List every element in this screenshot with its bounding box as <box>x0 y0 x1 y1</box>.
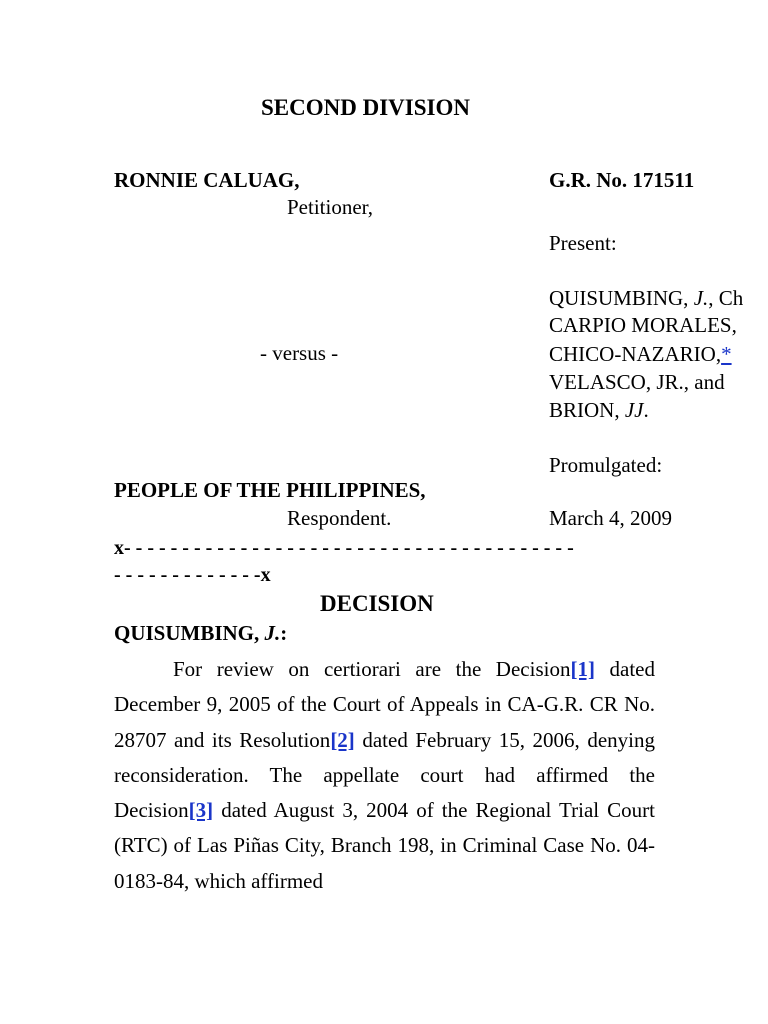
body-text: dated February 15, 2006, denying reconsideration. The appellate court had affirmed the Decision <box>114 727 655 823</box>
division-heading: SECOND DIVISION <box>261 95 470 120</box>
petitioner-role: Petitioner, <box>287 195 374 219</box>
promulgated-label: Promulgated: <box>549 453 663 477</box>
footnote-link-asterisk[interactable]: * <box>721 342 732 366</box>
ponente-title: J. <box>264 621 281 645</box>
promulgation-date: March 4, 2009 <box>549 506 673 530</box>
bench-member-name: QUISUMBING, <box>549 286 694 310</box>
case-number: G.R. No. 171511 <box>549 168 695 192</box>
bench-member-title: J. <box>693 286 709 310</box>
bench-member <box>549 372 725 393</box>
bench-member-name: CARPIO MORALES, <box>549 313 737 337</box>
separator-line: - - - - - - - - - - - - -x <box>114 564 271 586</box>
bench-member-suffix: . <box>643 398 649 422</box>
versus-label: - versus - <box>260 341 339 365</box>
footnote-link-3[interactable]: [3] <box>188 798 214 823</box>
present-label: Present: <box>549 231 617 255</box>
footnote-link-2[interactable]: [2] <box>330 727 355 752</box>
body-text: For review on certiorari are the Decision <box>173 657 571 681</box>
bench-member-name: CHICO-NAZARIO, <box>549 342 722 366</box>
body-text: dated August 3, 2004 of the Regional Trial Court (RTC) of Las Piñas City, Branch 198, in Criminal Case No. 04-0183-84, which affirmed <box>114 798 655 893</box>
separator-line: x- - - - - - - - - - - - - - - - - - - - - - - - - - - - - - - - - - - - - - - <box>114 537 574 559</box>
bench-member-name: VELASCO, JR., and <box>549 370 725 394</box>
ponente-line <box>114 623 287 644</box>
footnote-link-1[interactable]: [1] <box>570 657 595 681</box>
bench-member-title: JJ <box>624 398 644 422</box>
bench-member-suffix: , Ch <box>708 286 744 310</box>
body-text: dated December 9, 2005 of the Court of Appeals in CA-G.R. CR No. 28707 and its Resolution <box>114 657 655 752</box>
ponente-suffix: : <box>280 621 288 645</box>
respondent-role: Respondent. <box>287 506 392 530</box>
bench-member <box>549 344 732 365</box>
body-paragraph <box>114 652 655 899</box>
bench-member-name: BRION, <box>549 398 625 422</box>
bench-member <box>549 288 743 309</box>
ponente-name: QUISUMBING, <box>114 621 265 645</box>
bench-member <box>549 400 649 421</box>
petitioner-name: RONNIE CALUAG, <box>114 168 300 192</box>
respondent-name: PEOPLE OF THE PHILIPPINES, <box>114 478 426 502</box>
decision-heading: DECISION <box>320 591 434 616</box>
bench-member <box>549 315 737 336</box>
